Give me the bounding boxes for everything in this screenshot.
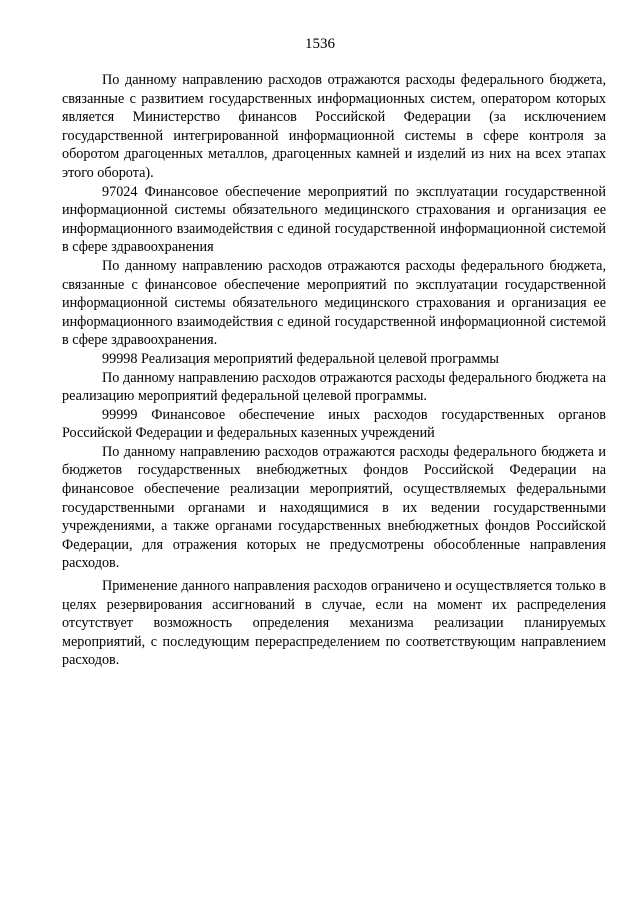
paragraph-99998-description: По данному направлению расходов отражаются расходы федерального бюджета на реализацию мероприятий федеральной целевой программы. xyxy=(62,369,606,405)
paragraph-government-info-systems: По данному направлению расходов отражаются расходы федерального бюджета, связанные с развитием государственных информационных систем, оператором которых является Министерство финансов Российской Федерации (за исключением государственной интегрированной информационной системы в сфере контроля за оборотом драгоценных металлов, драгоценных камней и изделий из них на всех этапах этого оборота). xyxy=(62,72,606,181)
paragraph-97024-description: По данному направлению расходов отражаются расходы федерального бюджета, связанные с финансовое обеспечение мероприятий по эксплуатации государственной информационной системы обязательного медицинского страхования и организация ее информационного взаимодействия с единой государственной информационной системой в сфере здравоохранения. xyxy=(62,257,606,349)
heading-99998: 99998 Реализация мероприятий федеральной целевой программы xyxy=(102,350,499,367)
document-body xyxy=(62,71,606,670)
paragraph-99999-application: Применение данного направления расходов ограничено и осуществляется только в целях резервирования ассигнований в случае, если на момент их распределения отсутствует возможность определения механизма реализации планируемых мероприятий, с последующим перераспределением по соответствующим направлением расходов. xyxy=(62,578,606,669)
heading-99999: 99999 Финансовое обеспечение иных расходов государственных органов Российской Федерации и федеральных казенных учреждений xyxy=(62,406,606,442)
page-number: 1536 xyxy=(305,36,335,52)
heading-97024: 97024 Финансовое обеспечение мероприятий по эксплуатации государственной информационной системы обязательного медицинского страхования и организация ее информационного взаимодействия с единой государственной информационной системой в сфере здравоохранения xyxy=(62,183,606,256)
paragraph-99999-description: По данному направлению расходов отражаются расходы федерального бюджета и бюджетов государственных внебюджетных фондов Российской Федерации на финансовое обеспечение реализации мероприятий, осуществляемых федеральными государственными органами и находящимися в их ведении государственными учреждениями, а также органами государственных внебюджетных фондов Российской Федерации, для отражения которых не предусмотрены обособленные направления расходов. xyxy=(62,443,606,572)
